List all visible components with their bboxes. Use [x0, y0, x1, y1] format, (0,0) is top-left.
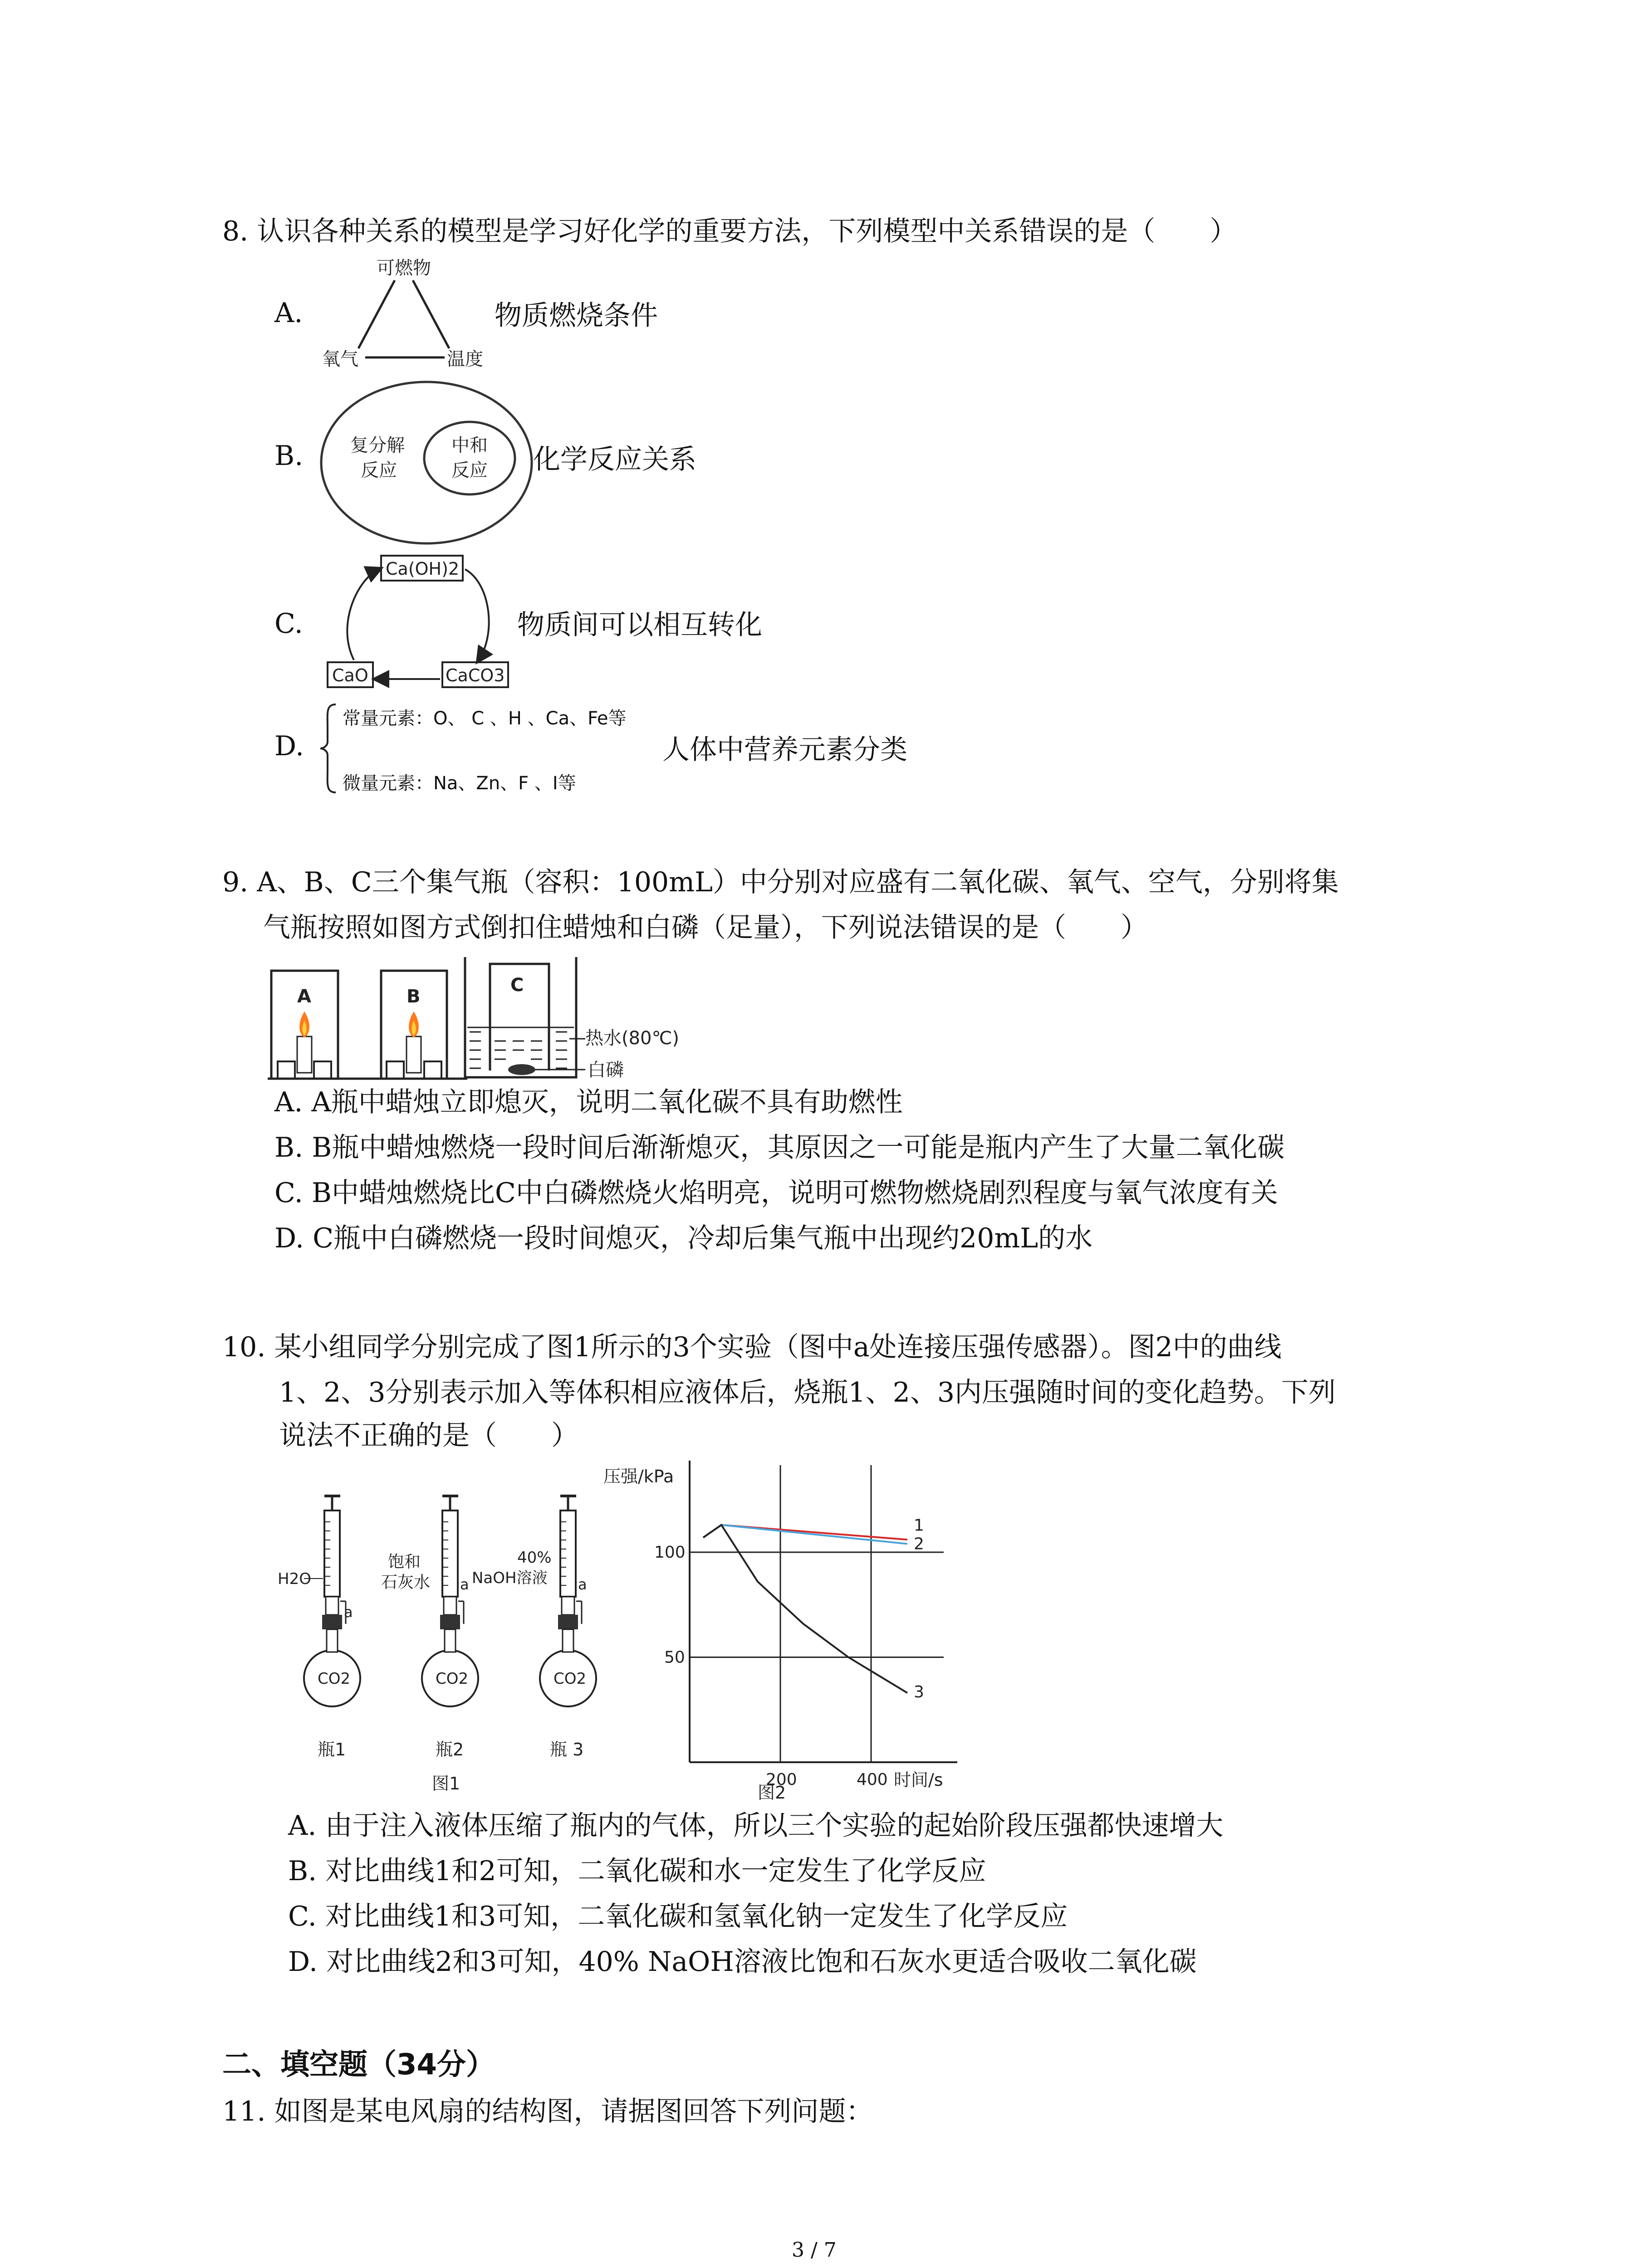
q10-flask2-label: 瓶2 — [436, 1740, 464, 1760]
q8-inner-label-line2: 反应 — [451, 460, 488, 481]
flask-1-apparatus — [278, 1496, 360, 1760]
q9-jar-b-label: B — [407, 986, 421, 1007]
q11-stem: 11. 如图是某电风扇的结构图，请据图回答下列问题： — [222, 2096, 873, 2127]
q8-option-c-label: C. — [274, 608, 303, 640]
q8-box-caco3: CaCO3 — [446, 665, 505, 685]
q10-figure1-flasks — [272, 1488, 608, 1801]
q10-figure2-pressure-chart — [603, 1452, 975, 1810]
q8-option-d-label: D. — [274, 730, 304, 762]
q8-triangle-top-label: 可燃物 — [377, 258, 431, 279]
q9-stem-line2: 气瓶按照如图方式倒扣住蜡烛和白磷（足量），下列说法错误的是（ ） — [263, 912, 1148, 943]
q10-option-c: C. 对比曲线1和3可知，二氧化碳和氢氧化钠一定发生了化学反应 — [288, 1901, 1068, 1932]
q8-option-c-text: 物质间可以相互转化 — [517, 609, 762, 641]
q10-flask1-label: 瓶1 — [318, 1740, 346, 1760]
q10-option-a: A. 由于注入液体压缩了瓶内的气体，所以三个实验的起始阶段压强都快速增大 — [288, 1810, 1224, 1842]
q8-stem: 8. 认识各种关系的模型是学习好化学的重要方法，下列模型中关系错误的是（ ） — [222, 215, 1237, 247]
q9-stem-line1: 9. A、B、C三个集气瓶（容积：100mL）中分别对应盛有二氧化碳、氧气、空气，分别将集 — [222, 866, 1339, 898]
q10-option-b: B. 对比曲线1和2可知，二氧化碳和水一定发生了化学反应 — [288, 1855, 986, 1887]
q10-gas-label-2: CO2 — [436, 1670, 469, 1688]
flask-3-apparatus — [472, 1496, 596, 1760]
section-2-heading: 二、填空题（34分） — [222, 2048, 495, 2082]
q9-jar-a-label: A — [297, 986, 311, 1007]
q8-outer-label-line1: 复分解 — [350, 435, 405, 456]
q8-triangle-right-label: 温度 — [447, 349, 483, 370]
q10-liquid3-line1: 40% — [517, 1549, 552, 1567]
q9-option-c: C. B中蜡烛燃烧比C中白磷燃烧火焰明亮，说明可燃物燃烧剧烈程度与氧气浓度有关 — [274, 1177, 1278, 1209]
q10-gas-label-3: CO2 — [554, 1670, 587, 1688]
q8-triangle-left-label: 氧气 — [322, 349, 358, 370]
y-tick-label: 100 — [654, 1543, 686, 1562]
y-axis-label: 压强/kPa — [603, 1466, 674, 1486]
q8-outer-label-line2: 反应 — [361, 460, 397, 481]
q10-figure2-caption: 图2 — [758, 1783, 786, 1803]
q10-stem-line3: 说法不正确的是（ ） — [279, 1420, 578, 1452]
q9-option-d: D. C瓶中白磷燃烧一段时间熄灭，冷却后集气瓶中出现约20mL的水 — [274, 1222, 1093, 1254]
q10-option-d: D. 对比曲线2和3可知，40% NaOH溶液比饱和石灰水更适合吸收二氧化碳 — [288, 1946, 1197, 1978]
page-number: 3 / 7 — [792, 2239, 837, 2262]
x-axis-label: 时间/s — [894, 1770, 943, 1790]
q8-option-b-nested-ellipses — [318, 376, 535, 549]
q10-port-a-3: a — [578, 1576, 587, 1593]
q8-option-a-text: 物质燃烧条件 — [495, 300, 658, 332]
q9-gas-jar-figure — [268, 948, 740, 1093]
q10-liquid2-line1: 饱和 — [388, 1553, 421, 1571]
x-tick-label: 200 — [766, 1770, 797, 1789]
series-label-2: 2 — [914, 1535, 924, 1554]
q8-option-d-line1: 常量元素：O、 C 、H 、Ca、Fe等 — [343, 708, 627, 729]
q8-option-a-triangle-diagram — [309, 254, 517, 376]
q10-port-a-1: a — [344, 1603, 353, 1621]
q10-figure1-caption: 图1 — [432, 1774, 460, 1794]
q10-liquid3-line2: NaOH溶液 — [472, 1569, 548, 1587]
q8-option-a-label: A. — [274, 297, 303, 329]
series-label-1: 1 — [914, 1516, 924, 1535]
q8-option-c-cycle-diagram — [318, 547, 513, 696]
series-line-2 — [703, 1525, 907, 1544]
q10-stem-line2: 1、2、3分别表示加入等体积相应液体后，烧瓶1、2、3内压强随时间的变化趋势。下列 — [279, 1377, 1336, 1408]
q8-option-b-label: B. — [274, 440, 304, 472]
q9-jar-c-label: C — [510, 975, 524, 996]
series-line-1 — [703, 1525, 907, 1540]
q9-option-a: A. A瓶中蜡烛立即熄灭，说明二氧化碳不具有助燃性 — [274, 1086, 903, 1118]
series-label-3: 3 — [914, 1683, 924, 1702]
q10-liquid1-label: H2O — [278, 1570, 311, 1588]
q8-box-caoh2: Ca(OH)2 — [386, 559, 460, 579]
x-tick-label: 400 — [857, 1770, 888, 1789]
series-line-3 — [703, 1525, 907, 1693]
q10-port-a-2: a — [460, 1576, 469, 1593]
q10-stem-line1: 10. 某小组同学分别完成了图1所示的3个实验（图中a处连接压强传感器）。图2中的曲线 — [222, 1331, 1282, 1363]
q10-flask3-label: 瓶 3 — [550, 1740, 584, 1760]
q8-box-cao: CaO — [332, 665, 368, 685]
flask-2-apparatus — [381, 1496, 478, 1760]
q9-white-phosphorus-label: 白磷 — [588, 1060, 624, 1080]
q8-option-d-line2: 微量元素：Na、Zn、F 、I等 — [343, 773, 576, 794]
q8-option-d-text: 人体中营养元素分类 — [662, 734, 907, 766]
q10-gas-label-1: CO2 — [318, 1670, 351, 1688]
q8-option-b-text: 化学反应关系 — [533, 444, 696, 475]
q10-liquid2-line2: 石灰水 — [381, 1573, 431, 1592]
q9-hot-water-label: 热水(80℃) — [585, 1028, 680, 1049]
q8-option-d-brace — [318, 701, 340, 796]
q8-inner-label-line1: 中和 — [451, 435, 488, 456]
q9-option-b: B. B瓶中蜡烛燃烧一段时间后渐渐熄灭，其原因之一可能是瓶内产生了大量二氧化碳 — [274, 1132, 1285, 1163]
y-tick-label: 50 — [664, 1648, 685, 1667]
